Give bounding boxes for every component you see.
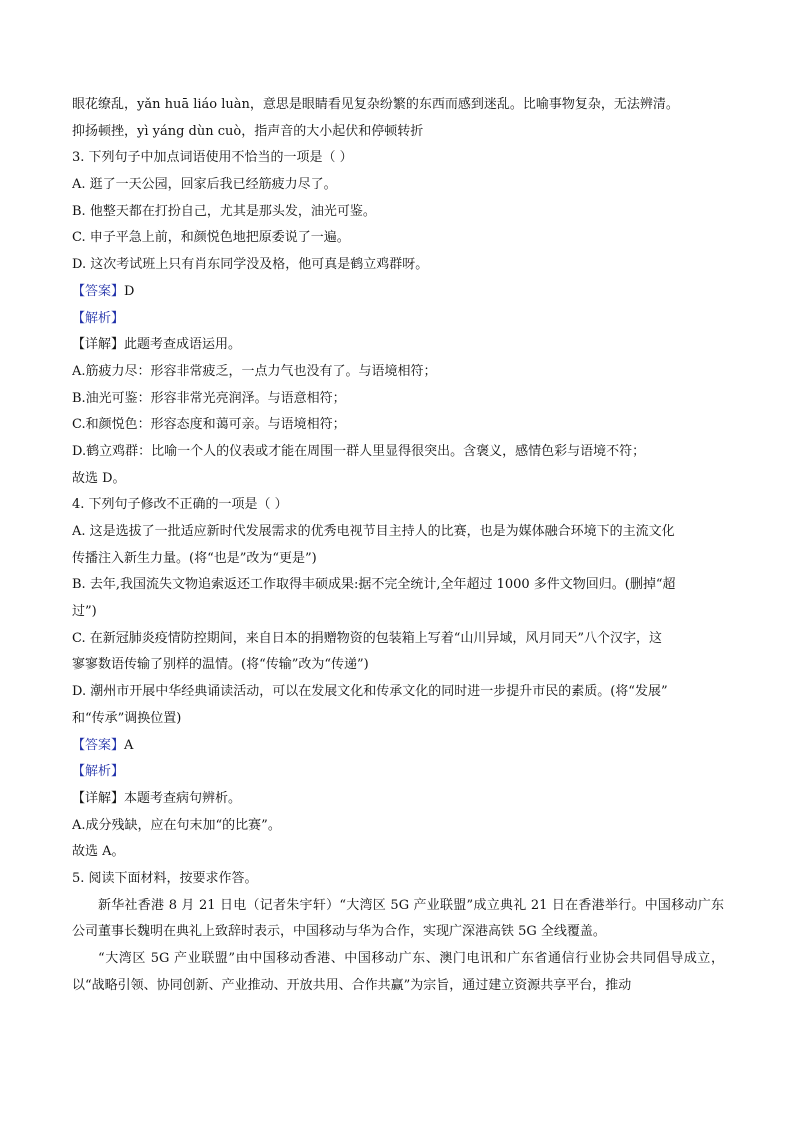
q4-option-d-line1: D. 潮州市开展中华经典诵读活动，可以在发展文化和传承文化的同时进一步提升市民的素质。(将“发展” [72,684,668,700]
q3-option-d: D. 这次考试班上只有肖东同学没及格，他可真是鹤立鸡群呀。 [72,257,429,273]
q5-stem: 5. 阅读下面材料，按要求作答。 [72,870,258,886]
detail-tag: 【详解】 [72,790,125,806]
q4-option-a-line1: A. 这是选拔了一批适应新时代发展需求的优秀电视节目主持人的比赛，也是为媒体融合环境下的主流文化 [72,524,675,539]
q4-analysis [72,759,724,786]
vocab-line-2: 抑扬顿挫，yì yáng dùn cuò，指声音的大小起伏和停顿转折 [72,123,424,139]
q3-analysis [72,306,724,333]
q4-option-c-line1: C. 在新冠肺炎疫情防控期间，来自日本的捐赠物资的包装箱上写着“山川异域，风月同天”八个汉字，这 [72,630,663,646]
q3-stem: 3. 下列句子中加点词语使用不恰当的一项是（ ） [72,150,353,166]
q3-conclusion: 故选 D。 [72,470,126,486]
q4-point-a: A.成分残缺，应在句末加“的比赛”。 [72,817,281,833]
q4-option-b-line1: B. 去年,我国流失文物追索返还工作取得丰硕成果:据不完全统计,全年超过 1000 多件文物回归。(删掉“超 [72,577,676,593]
analysis-tag: 【解析】 [72,310,125,326]
q5-paragraph-2: “大湾区 5G 产业联盟”由中国移动香港、中国移动广东、澳门电讯和广东省通信行业协会共同倡导成立，以“战略引领、协同创新、产业推动、开放共用、合作共赢”为宗旨，通过建立资源共享平台，推动 [72,951,724,993]
q3-option-a: A. 逛了一天公园，回家后我已经筋疲力尽了。 [72,177,337,193]
q3-detail [72,332,724,359]
q3-point-d: D.鹤立鸡群：比喻一个人的仪表或才能在周围一群人里显得很突出。含褒义，感情色彩与语境不符； [72,443,646,459]
vocab-line-1: 眼花缭乱，yǎn huā liáo luàn，意思是眼睛看见复杂纷繁的东西而感到迷乱。比喻事物复杂，无法辨清。 [72,97,679,112]
analysis-tag: 【解析】 [72,764,125,780]
q3-option-c: C. 申子平急上前，和颜悦色地把原委说了一遍。 [72,230,350,246]
answer-value: D [124,283,135,299]
q5-paragraph-1: 新华社香港 8 月 21 日电（记者朱宇轩）“大湾区 5G 产业联盟”成立典礼 21 日在香港举行。中国移动广东公司董事长魏明在典礼上致辞时表示，中国移动与华为合作，实现广深港高铁 5G 全线覆盖。 [72,897,724,940]
q3-option-b: B. 他整天都在打扮自己，尤其是那头发，油光可鉴。 [72,203,376,219]
q4-answer [72,733,724,760]
q4-detail [72,786,724,813]
answer-value: A [124,737,134,753]
q4-option-b-line2: 过”) [72,604,97,620]
detail-text: 本题考查病句辨析。 [124,790,242,806]
q3-point-c: C.和颜悦色：形容态度和蔼可亲。与语境相符； [72,417,346,433]
q4-option-c-line2: 寥寥数语传输了别样的温情。(将“传输”改为“传递”) [72,657,369,673]
q3-point-b: B.油光可鉴：形容非常光亮润泽。与语意相符； [72,390,346,406]
q3-point-a: A.筋疲力尽：形容非常疲乏，一点力气也没有了。与语境相符； [72,363,437,379]
q4-option-a-line2: 传播注入新生力量。(将“也是”改为“更是”) [72,550,317,566]
detail-text: 此题考查成语运用。 [124,337,242,353]
q4-option-d-line2: 和“传承”调换位置) [72,710,182,726]
answer-tag: 【答案】 [72,283,125,299]
q4-conclusion: 故选 A。 [72,844,125,860]
answer-tag: 【答案】 [72,737,125,753]
q4-stem: 4. 下列句子修改不正确的一项是（ ） [72,497,288,513]
q3-answer [72,279,724,306]
detail-tag: 【详解】 [72,337,125,353]
